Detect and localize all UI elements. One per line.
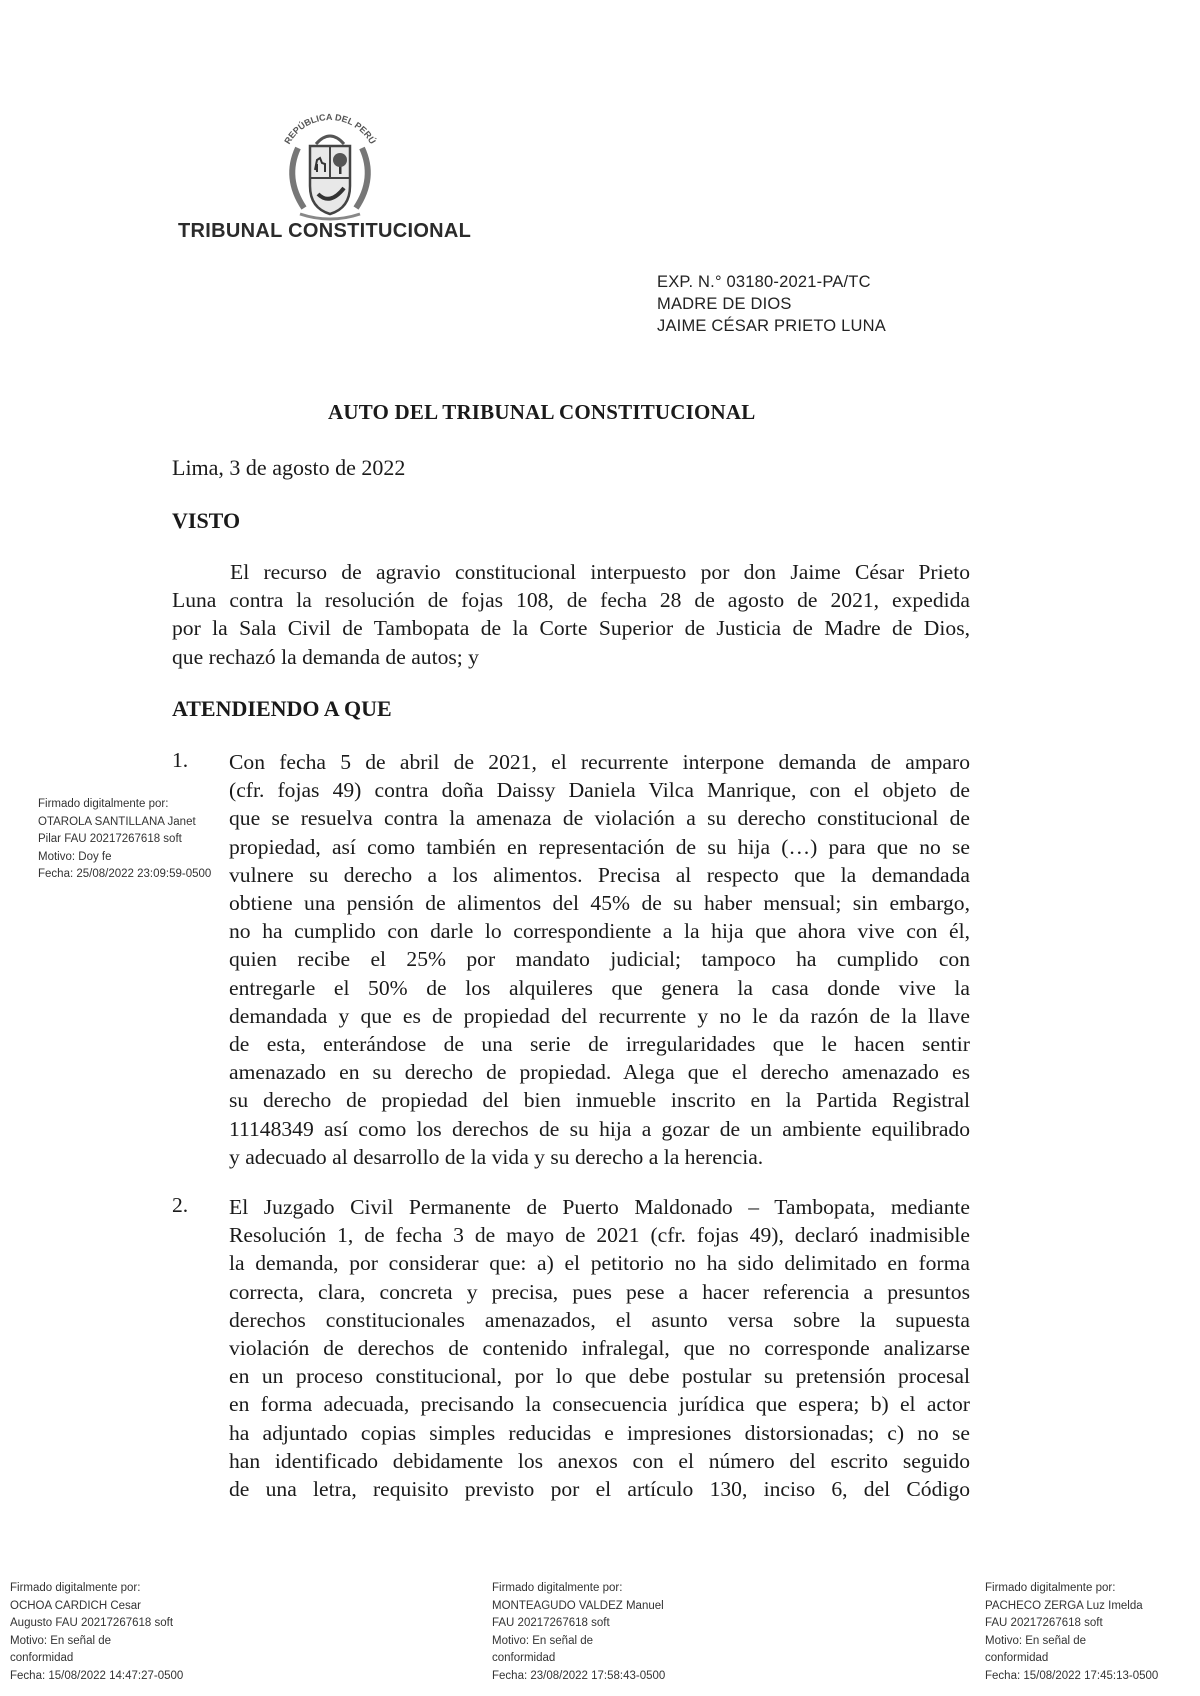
signature-line: Motivo: En señal de bbox=[10, 1634, 112, 1647]
case-district: MADRE DE DIOS bbox=[657, 295, 792, 313]
paragraph-line: El Juzgado Civil Permanente de Puerto Maldonado – Tambopata, mediante bbox=[229, 1195, 970, 1219]
case-number: EXP. N.° 03180-2021-PA/TC bbox=[657, 273, 871, 291]
digital-signature-bottom-1 bbox=[10, 1580, 183, 1686]
paragraph-line: vulnere su derecho a los alimentos. Precisa al respecto que la demandada bbox=[229, 862, 970, 887]
signature-line: Firmado digitalmente por: bbox=[10, 1582, 141, 1594]
paragraph-line: obtiene una pensión de alimentos del 45% de su haber mensual; sin embargo, bbox=[229, 891, 970, 916]
paragraph-line: Con fecha 5 de abril de 2021, el recurrente interpone demanda de amparo bbox=[229, 750, 970, 774]
document-title: AUTO DEL TRIBUNAL CONSTITUCIONAL bbox=[328, 400, 756, 424]
paragraph-line: que se resuelva contra la amenaza de violación a su derecho constitucional de bbox=[229, 806, 970, 831]
institution-name: TRIBUNAL CONSTITUCIONAL bbox=[178, 220, 472, 242]
paragraph-line: que rechazó la demanda de autos; y bbox=[172, 644, 479, 669]
signature-line: Motivo: En señal de bbox=[985, 1634, 1087, 1647]
paragraph-line: de esta, enterándose de una serie de irregularidades que le hacen sentir bbox=[229, 1032, 970, 1057]
signature-line: conformidad bbox=[492, 1652, 556, 1665]
signature-line: Fecha: 15/08/2022 14:47:27-0500 bbox=[10, 1669, 184, 1682]
paragraph-line: no ha cumplido con darle lo correspondiente a la hija que ahora vive con él, bbox=[229, 919, 970, 944]
paragraph-line: han identificado debidamente los anexos con el número del escrito seguido bbox=[229, 1448, 970, 1473]
paragraph-line: propiedad, así como también en representación de su hija (…) para que no se bbox=[229, 834, 970, 859]
signature-line: Firmado digitalmente por: bbox=[38, 798, 169, 810]
paragraph-line: de una letra, requisito previsto por el artículo 130, inciso 6, del Código bbox=[229, 1477, 970, 1502]
paragraph-line: quien recibe el 25% por mandato judicial; tampoco ha cumplido con bbox=[229, 947, 970, 972]
signature-line: FAU 20217267618 soft bbox=[985, 1617, 1103, 1630]
item-number: 2. bbox=[172, 1193, 189, 1217]
signature-line: MONTEAGUDO VALDEZ Manuel bbox=[492, 1599, 664, 1612]
paragraph-line: correcta, clara, concreta y precisa, pues pese a hacer referencia a presuntos bbox=[229, 1279, 970, 1304]
paragraph-line: y adecuado al desarrollo de la vida y su derecho a la herencia. bbox=[229, 1144, 764, 1169]
paragraph-line: demandada y que es de propiedad del recurrente y no le da razón de la llave bbox=[229, 1003, 970, 1028]
signature-line: Firmado digitalmente por: bbox=[985, 1582, 1116, 1594]
paragraph-line: entregarle el 50% de los alquileres que genera la casa donde vive la bbox=[229, 975, 970, 1000]
signature-line: Motivo: En señal de bbox=[492, 1634, 594, 1647]
atendiendo-heading: ATENDIENDO A QUE bbox=[172, 696, 392, 721]
signature-line: Fecha: 15/08/2022 17:45:13-0500 bbox=[985, 1669, 1159, 1682]
signature-line: PACHECO ZERGA Luz Imelda bbox=[985, 1599, 1143, 1612]
signature-line: FAU 20217267618 soft bbox=[492, 1617, 610, 1630]
digital-signature-bottom-2 bbox=[492, 1580, 665, 1686]
paragraph-line: en forma adecuada, precisando la consecuencia jurídica que espera; b) el actor bbox=[229, 1392, 970, 1417]
case-party: JAIME CÉSAR PRIETO LUNA bbox=[657, 317, 886, 335]
signature-line: Motivo: Doy fe bbox=[38, 850, 112, 863]
paragraph-line: ha adjuntado copias simples reducidas e impresiones distorsionadas; c) no se bbox=[229, 1420, 970, 1445]
paragraph-line: 11148349 así como los derechos de su hija a gozar de un ambiente equilibrado bbox=[229, 1116, 970, 1141]
paragraph-line: Resolución 1, de fecha 3 de mayo de 2021 (cfr. fojas 49), declaró inadmisible bbox=[229, 1223, 970, 1248]
item-number: 1. bbox=[172, 748, 189, 772]
signature-line: conformidad bbox=[985, 1652, 1049, 1665]
paragraph-line: derechos constitucionales amenazados, el asunto versa sobre la supuesta bbox=[229, 1307, 970, 1332]
signature-line: Pilar FAU 20217267618 soft bbox=[38, 833, 182, 846]
signature-line: Firmado digitalmente por: bbox=[492, 1582, 623, 1594]
paragraph-line: su derecho de propiedad del bien inmueble inscrito en la Partida Registral bbox=[229, 1088, 970, 1113]
place-and-date: Lima, 3 de agosto de 2022 bbox=[172, 455, 406, 480]
paragraph-line: por la Sala Civil de Tambopata de la Corte Superior de Justicia de Madre de Dios, bbox=[172, 616, 970, 641]
signature-line: Augusto FAU 20217267618 soft bbox=[10, 1617, 174, 1630]
paragraph-line: la demanda, por considerar que: a) el petitorio no ha sido delimitado en forma bbox=[229, 1251, 970, 1276]
visto-heading: VISTO bbox=[172, 508, 241, 533]
paragraph-line: Luna contra la resolución de fojas 108, de fecha 28 de agosto de 2021, expedida bbox=[172, 588, 970, 613]
visto-paragraph bbox=[172, 558, 970, 671]
signature-line: conformidad bbox=[10, 1652, 74, 1665]
signature-line: Fecha: 23/08/2022 17:58:43-0500 bbox=[492, 1669, 666, 1682]
svg-text:REPÚBLICA DEL PERÚ: REPÚBLICA DEL PERÚ bbox=[282, 111, 378, 146]
digital-signature-bottom-3 bbox=[985, 1580, 1158, 1686]
item-paragraph bbox=[229, 1193, 970, 1503]
paragraph-line: violación de derechos de contenido infralegal, que no corresponde analizarse bbox=[229, 1336, 970, 1361]
paragraph-line: amenazado en su derecho de propiedad. Alega que el derecho amenazado es bbox=[229, 1060, 970, 1085]
signature-line: OCHOA CARDICH Cesar bbox=[10, 1599, 141, 1612]
item-paragraph bbox=[229, 748, 970, 1171]
coat-of-arms-seal-icon bbox=[270, 108, 390, 226]
signature-line: Fecha: 25/08/2022 23:09:59-0500 bbox=[38, 868, 212, 881]
paragraph-line: (cfr. fojas 49) contra doña Daissy Daniela Vilca Manrique, con el objeto de bbox=[229, 778, 970, 803]
digital-signature-left bbox=[38, 796, 211, 884]
paragraph-line: en un proceso constitucional, por lo que debe postular su pretensión procesal bbox=[229, 1364, 970, 1389]
signature-line: OTAROLA SANTILLANA Janet bbox=[38, 815, 196, 828]
paragraph-line: El recurso de agravio constitucional interpuesto por don Jaime César Prieto bbox=[230, 560, 970, 584]
case-reference-block bbox=[657, 271, 886, 337]
